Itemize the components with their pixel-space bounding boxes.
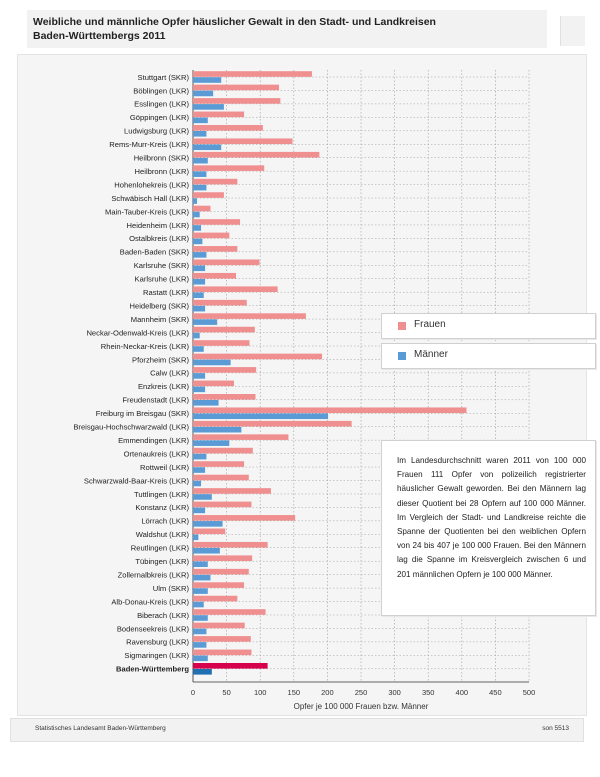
bar-women bbox=[193, 125, 263, 131]
x-tick-label: 100 bbox=[253, 688, 267, 697]
bar-men bbox=[193, 615, 208, 621]
bar-men bbox=[193, 669, 212, 675]
bar-women bbox=[193, 488, 271, 494]
bar-men bbox=[193, 575, 210, 581]
bar-men bbox=[193, 481, 201, 487]
bar-women bbox=[193, 246, 237, 252]
category-label: Rastatt (LKR) bbox=[143, 288, 189, 297]
bar-men bbox=[193, 185, 206, 191]
bar-women bbox=[193, 192, 224, 198]
footer-code: son 5513 bbox=[542, 725, 569, 732]
bar-women bbox=[193, 381, 234, 387]
chart-title-line2: Baden-Württembergs 2011 bbox=[33, 30, 166, 42]
annotation-box bbox=[381, 440, 596, 616]
bar-women bbox=[193, 340, 249, 346]
bar-men bbox=[193, 306, 205, 312]
category-label: Heilbronn (SKR) bbox=[133, 153, 189, 163]
category-label: Alb-Donau-Kreis (LKR) bbox=[111, 597, 189, 607]
bar-women bbox=[193, 260, 260, 266]
bar-men bbox=[193, 656, 208, 662]
legend-item-women bbox=[381, 313, 596, 339]
category-label: Hohenlohekreis (LKR) bbox=[114, 180, 189, 190]
bar-women bbox=[193, 112, 244, 118]
bar-women bbox=[193, 609, 266, 615]
category-label: Rhein-Neckar-Kreis (LKR) bbox=[100, 341, 189, 351]
bar-men bbox=[193, 77, 221, 83]
category-label: Freudenstadt (LKR) bbox=[122, 395, 189, 405]
bar-men bbox=[193, 333, 200, 339]
bar-women bbox=[193, 515, 295, 521]
bar-men bbox=[193, 467, 205, 473]
legend-label-women: Frauen bbox=[414, 319, 446, 330]
bar-men bbox=[193, 104, 224, 110]
bar-women bbox=[193, 434, 288, 440]
bar-men bbox=[193, 427, 241, 433]
category-label: Konstanz (LKR) bbox=[135, 503, 189, 513]
category-label: Ludwigsburg (LKR) bbox=[124, 126, 189, 136]
x-tick-label: 350 bbox=[421, 688, 435, 697]
category-label: Calw (LKR) bbox=[150, 368, 189, 378]
bar-women bbox=[193, 233, 229, 239]
bar-women bbox=[193, 273, 236, 279]
category-label: Main-Tauber-Kreis (LKR) bbox=[105, 207, 189, 217]
category-label: Rottweil (LKR) bbox=[140, 462, 189, 472]
category-label: Freiburg im Breisgau (SKR) bbox=[95, 409, 189, 419]
legend-item-men bbox=[381, 343, 596, 369]
footer-bar bbox=[10, 718, 584, 742]
bar-men bbox=[193, 212, 200, 218]
bar-men bbox=[193, 225, 201, 231]
bar-men bbox=[193, 158, 208, 164]
category-label: Göppingen (LKR) bbox=[129, 113, 189, 123]
footer-source: Statistisches Landesamt Baden-Württemberg bbox=[35, 725, 166, 732]
category-label: Ostalbkreis (LKR) bbox=[129, 234, 189, 244]
annotation-text: Im Landesdurchschnitt waren 2011 von 100 000 Frauen 111 Opfer von polizeilich registrierter häuslicher Gewalt geworden. Bei den Männern lag dieser Quotient bei 28 Opfern auf 100 000 Männer. Im Vergleich der Stadt- und Landkreise reichte die Spanne der Quotienten bei den weiblichen Opfern von 24 bis 407 je 100 000 Frauen. Bei den Männern lag die Spanne im Kreisvergleich zwischen 6 und 201 männlichen Opfern je 100 000 Männer. bbox=[397, 456, 586, 579]
bar-men bbox=[193, 548, 220, 554]
bar-women bbox=[193, 286, 278, 292]
bar-women bbox=[193, 582, 244, 588]
bar-men bbox=[193, 171, 206, 177]
bar-women bbox=[193, 85, 279, 91]
category-label: Breisgau-Hochschwarzwald (LKR) bbox=[73, 422, 189, 432]
x-tick-label: 450 bbox=[489, 688, 502, 697]
category-label: Tübingen (LKR) bbox=[135, 557, 189, 566]
bar-men bbox=[193, 588, 208, 594]
bar-women bbox=[193, 138, 292, 144]
bar-men bbox=[193, 413, 328, 419]
category-label: Baden-Baden (SKR) bbox=[119, 247, 189, 257]
bar-men bbox=[193, 144, 221, 150]
bar-women bbox=[193, 448, 253, 454]
bar-men bbox=[193, 494, 212, 500]
bar-women bbox=[193, 367, 256, 373]
bar-women bbox=[193, 650, 251, 656]
x-tick-label: 50 bbox=[222, 688, 231, 697]
x-tick-label: 250 bbox=[354, 688, 368, 697]
chart-title-line1: Weibliche und männliche Opfer häuslicher Gewalt in den Stadt- und Landkreisen bbox=[33, 16, 436, 28]
legend-swatch-women bbox=[398, 322, 406, 330]
category-label: Ravensburg (LKR) bbox=[126, 637, 189, 647]
bar-men bbox=[193, 440, 229, 446]
category-label: Pforzheim (SKR) bbox=[132, 355, 189, 365]
bar-women bbox=[193, 219, 240, 225]
bar-women bbox=[193, 407, 467, 413]
bar-women bbox=[193, 555, 252, 561]
bar-men bbox=[193, 346, 204, 352]
bar-women bbox=[193, 421, 352, 427]
category-label: Ulm (SKR) bbox=[152, 583, 189, 593]
bar-women bbox=[193, 300, 247, 306]
legend-label-men: Männer bbox=[414, 349, 448, 360]
bar-men bbox=[193, 91, 213, 97]
bar-men bbox=[193, 561, 208, 567]
category-label: Heilbronn (LKR) bbox=[134, 166, 189, 176]
bar-men bbox=[193, 454, 206, 460]
bar-women bbox=[193, 461, 244, 467]
bar-women bbox=[193, 596, 237, 602]
category-label: Bodenseekreis (LKR) bbox=[116, 624, 189, 634]
x-tick-label: 200 bbox=[321, 688, 334, 697]
category-label: Ortenaukreis (LKR) bbox=[123, 449, 189, 459]
bar-women bbox=[193, 179, 237, 185]
bar-men bbox=[193, 400, 219, 406]
category-label: Lörrach (LKR) bbox=[141, 516, 189, 526]
bar-men bbox=[193, 279, 205, 285]
bar-women bbox=[193, 542, 268, 548]
bar-men bbox=[193, 602, 204, 608]
bar-men bbox=[193, 239, 202, 245]
bar-men bbox=[193, 508, 205, 514]
bar-men bbox=[193, 535, 198, 541]
category-label: Heidelberg (SKR) bbox=[129, 301, 189, 311]
bar-women bbox=[193, 623, 245, 629]
bar-men bbox=[193, 521, 223, 527]
bar-women bbox=[193, 502, 251, 508]
bar-women bbox=[193, 475, 249, 481]
category-label: Rems-Murr-Kreis (LKR) bbox=[109, 140, 189, 150]
bar-men bbox=[193, 373, 205, 379]
bar-men bbox=[193, 629, 206, 635]
category-label: Waldshut (LKR) bbox=[135, 530, 189, 540]
category-label: Heidenheim (LKR) bbox=[126, 220, 189, 230]
bar-men bbox=[193, 387, 205, 393]
category-label: Schwäbisch Hall (LKR) bbox=[111, 193, 189, 203]
bar-women bbox=[193, 165, 264, 171]
bar-men bbox=[193, 252, 206, 258]
bar-men bbox=[193, 198, 197, 204]
bar-women bbox=[193, 394, 255, 400]
bar-men bbox=[193, 118, 208, 124]
bar-women bbox=[193, 354, 322, 360]
category-label: Biberach (LKR) bbox=[137, 610, 189, 620]
bar-women bbox=[193, 206, 210, 212]
x-tick-label: 500 bbox=[522, 688, 536, 697]
bar-men bbox=[193, 266, 205, 272]
bar-women bbox=[193, 569, 249, 575]
category-label: Karlsruhe (LKR) bbox=[134, 274, 189, 284]
bar-women bbox=[193, 327, 255, 333]
bar-women bbox=[193, 98, 280, 104]
bar-women bbox=[193, 663, 268, 669]
category-label: Zollernalbkreis (LKR) bbox=[117, 570, 189, 580]
category-label: Schwarzwald-Baar-Kreis (LKR) bbox=[83, 476, 189, 486]
category-label: Emmendingen (LKR) bbox=[118, 435, 189, 445]
bar-men bbox=[193, 360, 231, 366]
category-label: Karlsruhe (SKR) bbox=[133, 261, 189, 271]
bar-women bbox=[193, 313, 306, 319]
bar-women bbox=[193, 71, 312, 77]
category-label: Mannheim (SKR) bbox=[130, 314, 189, 324]
bar-men bbox=[193, 292, 204, 298]
legend-swatch-men bbox=[398, 352, 406, 360]
bar-women bbox=[193, 529, 225, 535]
category-label: Esslingen (LKR) bbox=[134, 99, 189, 109]
category-label: Neckar-Odenwald-Kreis (LKR) bbox=[86, 328, 189, 338]
category-label: Böblingen (LKR) bbox=[133, 86, 189, 96]
category-label: Enzkreis (LKR) bbox=[137, 382, 189, 392]
x-axis-label: Opfer je 100 000 Frauen bzw. Männer bbox=[293, 702, 429, 711]
bar-women bbox=[193, 636, 251, 642]
bar-men bbox=[193, 319, 217, 325]
category-label: Tuttlingen (LKR) bbox=[133, 489, 189, 499]
category-label: Sigmaringen (LKR) bbox=[124, 651, 189, 661]
category-label: Baden-Württemberg bbox=[116, 664, 189, 674]
x-tick-label: 150 bbox=[287, 688, 301, 697]
bar-women bbox=[193, 152, 319, 158]
bar-men bbox=[193, 131, 206, 137]
x-tick-label: 0 bbox=[190, 688, 196, 697]
category-label: Stuttgart (SKR) bbox=[137, 72, 189, 82]
category-label: Reutlingen (LKR) bbox=[130, 543, 189, 553]
bar-men bbox=[193, 642, 206, 648]
x-tick-label: 400 bbox=[455, 688, 469, 697]
x-tick-label: 300 bbox=[388, 688, 401, 697]
